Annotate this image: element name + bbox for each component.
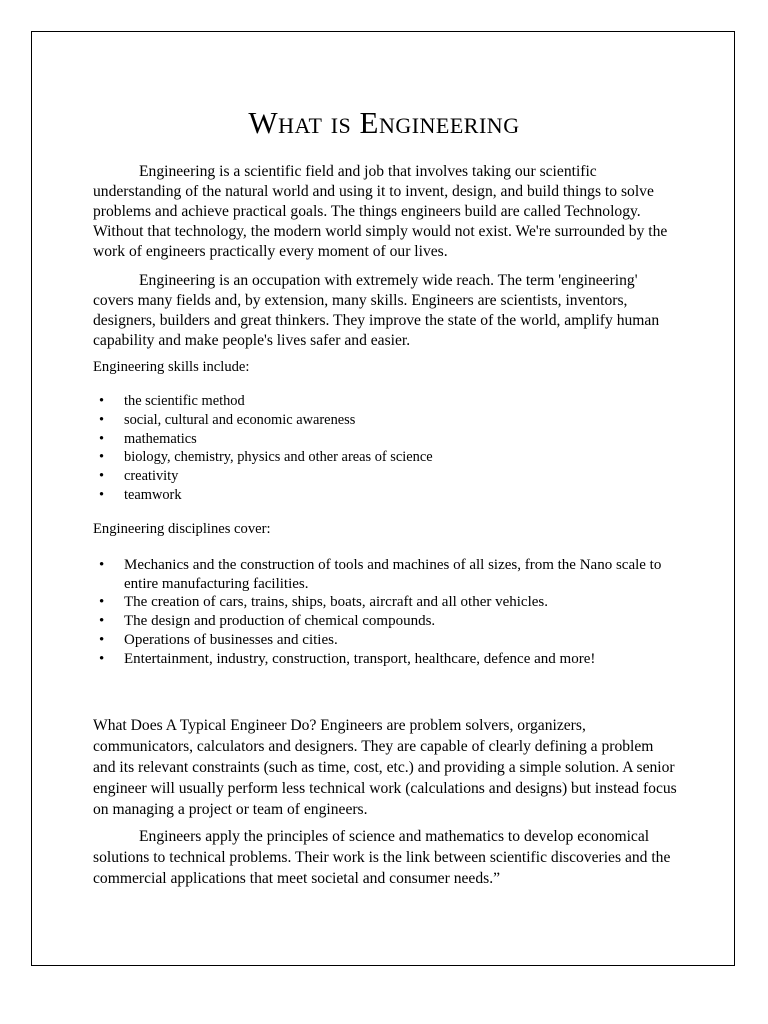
disciplines-heading: Engineering disciplines cover: [93, 521, 271, 537]
typical-engineer-paragraph: What Does A Typical Engineer Do? Engineers are problem solvers, organizers, communicators, calculators and designers. They are capable of clearly defining a problem and its relevant constraints (such as time, cost, etc.) and providing a simple solution. A senior engineer will usually perform less technical work (calculations and designs) but instead focus on managing a project or team of engineers. [93, 717, 677, 818]
skills-heading: Engineering skills include: [93, 359, 250, 375]
list-item: • mathematics [93, 430, 678, 449]
list-item: • social, cultural and economic awareness [93, 411, 678, 430]
list-item: • The design and production of chemical compounds. [93, 612, 678, 631]
scope-paragraph-container [93, 271, 678, 351]
typical-engineer-paragraph-container [93, 715, 678, 820]
scope-paragraph: Engineering is an occupation with extremely wide reach. The term 'engineering' covers many fields and, by extension, many skills. Engineers are scientists, inventors, designers, builders and great thinkers. They improve the state of the world, amplify human capability and make people's lives safer and easier. [93, 272, 660, 349]
list-item: • teamwork [93, 486, 678, 505]
list-item: • Operations of businesses and cities. [93, 631, 678, 650]
page-title: What is Engineering [248, 104, 520, 140]
list-item: • Entertainment, industry, construction, transport, healthcare, defence and more! [93, 650, 678, 669]
list-item: • creativity [93, 467, 678, 486]
list-item: • Mechanics and the construction of tools and machines of all sizes, from the Nano scale to entire manufacturing facilities. [93, 556, 678, 593]
list-item: • The creation of cars, trains, ships, boats, aircraft and all other vehicles. [93, 593, 678, 612]
intro-paragraph: Engineering is a scientific field and job that involves taking our scientific understanding of the natural world and using it to invent, design, and build things to solve problems and achieve practical goals. The things engineers build are called Technology. Without that technology, the modern world simply would not exist. We're surrounded by the work of engineers practically every moment of our lives. [93, 163, 668, 260]
intro-paragraph-container [93, 162, 678, 262]
disciplines-list [93, 556, 678, 669]
list-item: • biology, chemistry, physics and other areas of science [93, 448, 678, 467]
list-item: • the scientific method [93, 392, 678, 411]
closing-paragraph: Engineers apply the principles of science and mathematics to develop economical solutions to technical problems. Their work is the link between scientific discoveries and the commercial applications that meet societal and consumer needs.” [93, 828, 671, 887]
closing-paragraph-container [93, 826, 678, 889]
skills-list [93, 392, 678, 505]
